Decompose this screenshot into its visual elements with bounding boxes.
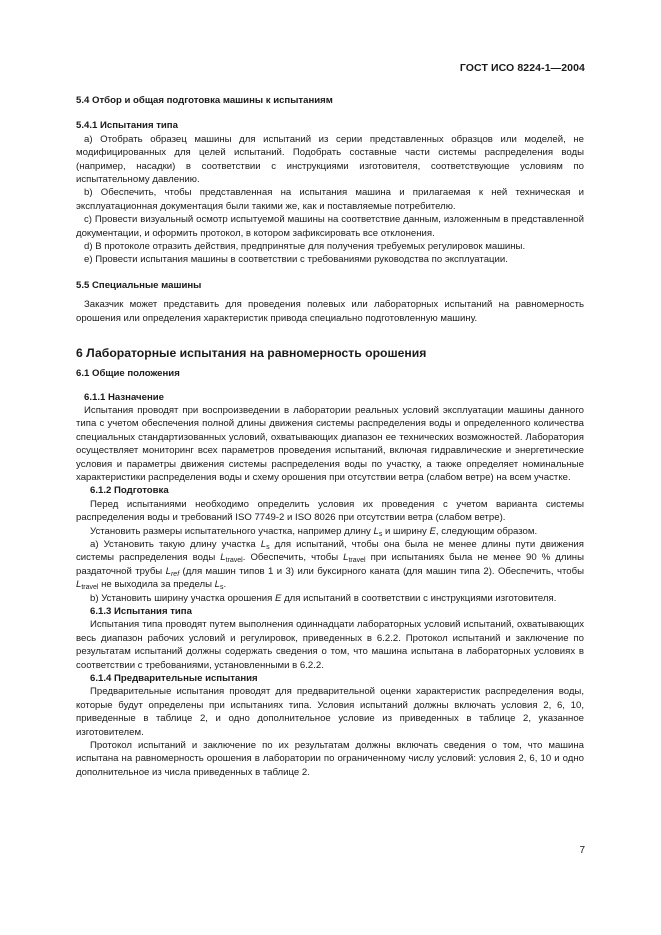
section-6-1-2-p2: [76, 525, 584, 538]
section-5-4-1-title: 5.4.1 Испытания типа: [76, 120, 178, 132]
section-6-1-2-title: 6.1.2 Подготовка: [90, 485, 169, 497]
section-6-1-2-item-b: [76, 592, 584, 605]
text-fragment: для испытаний, чтобы она была не менее длины пути движения системы распределения воды: [76, 538, 584, 564]
section-6-1-3-text: Испытания типа проводят путем выполнения одиннадцати лабораторных условий испытаний, охватывающих весь диапазон рабочих условий и регулировок, приведенных в 6.2.2. Протокол испытаний и заключение по результатам испытаний должны содержать сведения о том, что машина испытана в лабораторных условиях в соответствии с требованиями, установленными в 6.2.2.: [76, 619, 584, 671]
subscript-s: s: [219, 584, 224, 592]
text-fragment: . Обеспечить, чтобы: [242, 552, 344, 564]
section-6-1-1-text: Испытания проводят при воспроизведении в лаборатории реальных условий эксплуатации машины данного типа с учетом обеспечения полной длины движения системы распределения воды и определенного количества специальных стандартизованных условий, охватывающих диапазон ее технических возможностей. Лаборатория осуществляет мониторинг всех параметров проведения испытаний, включая гидравлические и энергетические условия и параметры движения системы распределения воды по участку, а также определяет номинальные характеристики распределения воды и схему орошения при отсутствии ветра (слабом ветре) на всем участке.: [76, 404, 584, 483]
text-fragment: (для машин типов 1 и 3) или буксирного каната (для машин типа 2). Обеспечить, чтобы: [179, 565, 585, 577]
text-fragment: и ширину: [382, 525, 430, 537]
subscript-travel: travel: [225, 557, 243, 565]
symbol-l: L: [220, 552, 226, 564]
section-6-1-4-p2: Протокол испытаний и заключение по их результатам должны включать сведения о том, что машина испытана на равномерность орошения в лаборатории по ограниченному числу условий: условия 2, 6, 10 и одно дополнительное из числа приведенных в таблице 2.: [76, 740, 584, 778]
text-fragment: при испытаниях была не менее 90 % длины раздаточной трубы: [76, 552, 584, 577]
item-a: a) Отобрать образец машины для испытаний из серии представленных образцов или моделей, не модифицированных для целей испытаний. Подобрать составные части системы распределения воды (например, насадки) в соответствии с инструкциями изготовителя, соответствующие условиям по испытательному давлению.: [76, 133, 584, 186]
symbol-l: L: [165, 565, 171, 577]
text-fragment: для испытаний в соответствии с инструкциями изготовителя.: [281, 592, 557, 604]
symbol-l: L: [260, 538, 267, 550]
text-fragment: a) Установить такую длину участка: [90, 538, 261, 550]
text-fragment: , следующим образом.: [435, 525, 538, 537]
page-number: 7: [579, 845, 585, 856]
symbol-l: L: [214, 579, 220, 591]
section-6-1-3-title: 6.1.3 Испытания типа: [90, 606, 192, 617]
subscript-ref: ref: [170, 570, 180, 578]
item-b: b) Обеспечить, чтобы представленная на испытания машина и прилагаемая к ней техническая и эксплуатационная документация были такими же, как и поставляемые потребителю.: [76, 187, 584, 212]
section-6-1-1-title: 6.1.1 Назначение: [84, 391, 164, 403]
subscript-s: s: [266, 543, 270, 551]
section-6-1-2-p1: Перед испытаниями необходимо определить условия их проведения с учетом варианта системы распределения воды и требований ISO 7749-2 и ISO 8026 при отсутствии ветра (слабом ветре).: [76, 498, 584, 524]
symbol-l: L: [343, 552, 349, 564]
section-5-5-title: 5.5 Специальные машины: [76, 279, 202, 291]
text-fragment: .: [223, 579, 227, 591]
symbol-l: L: [373, 525, 379, 537]
section-6-1-title: 6.1 Общие положения: [76, 368, 180, 380]
symbol-e: E: [275, 592, 282, 604]
document-code-header: ГОСТ ИСО 8224-1—2004: [459, 62, 585, 74]
text-fragment: Установить размеры испытательного участка, например длину: [90, 525, 374, 537]
subscript-travel: travel: [81, 584, 99, 592]
section-6-1-4-title: 6.1.4 Предварительные испытания: [90, 673, 258, 685]
text-fragment: не выходила за пределы: [98, 579, 215, 591]
section-5-5-text: Заказчик может представить для проведения полевых или лабораторных испытаний на равномерность орошения или определения характеристик привода специально подготовленную машину.: [76, 299, 584, 324]
item-c: c) Провести визуальный осмотр испытуемой машины на соответствие данным, изложенным в представленной документации, и оформить протокол, в котором зафиксировать все отклонения.: [76, 214, 584, 239]
item-d: d) В протоколе отразить действия, предпринятые для получения требуемых регулировок машины.: [84, 241, 526, 253]
document-body: [76, 94, 584, 779]
symbol-l: L: [76, 579, 82, 591]
section-6-title: 6 Лабораторные испытания на равномерность орошения: [76, 346, 427, 361]
section-6-1-2-item-a: [76, 538, 584, 592]
subscript-s: s: [378, 530, 383, 538]
text-fragment: b) Установить ширину участка орошения: [90, 592, 276, 604]
item-e: e) Провести испытания машины в соответствии с требованиями руководства по эксплуатации.: [84, 254, 508, 266]
section-5-4-title: 5.4 Отбор и общая подготовка машины к испытаниям: [76, 95, 333, 106]
subscript-travel: travel: [348, 557, 366, 565]
section-6-1-4-p1: Предварительные испытания проводят для предварительной оценки характеристик распределения воды, которые будут определены при испытаниях типа. Условия испытаний должны включать условия 2, 6, 10, приведенные в таблице 2, и одно дополнительное условие из приведенных в таблице 2, указанное изготовителем.: [76, 686, 584, 738]
symbol-e: E: [429, 525, 436, 537]
